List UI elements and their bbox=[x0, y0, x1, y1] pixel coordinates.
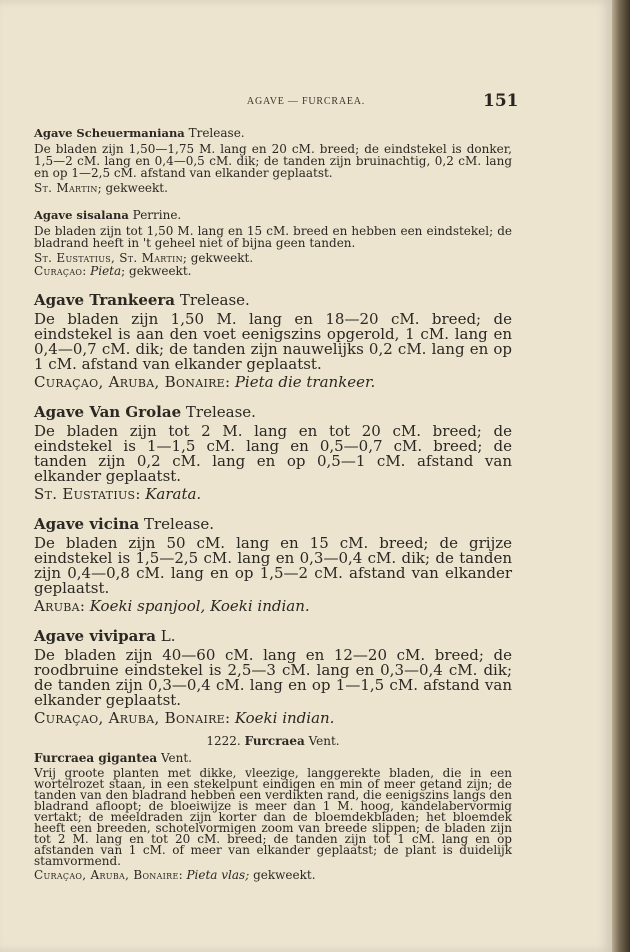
distribution-line: Curaçao, Aruba, Bonaire: Pieta vlas; gekweekt. bbox=[34, 868, 316, 882]
species-entry bbox=[34, 403, 512, 502]
species-description: De bladen zijn tot 2 M. lang en tot 20 cM. breed; de eindstekel is 1—1,5 cM. lang en 0,5—0,7 cM. breed; de tanden zijn 0,2 cM. lang en op 0,5—1 cM. afstand van elkander geplaatst. bbox=[34, 422, 512, 485]
species-entry bbox=[34, 627, 512, 726]
species-description: De bladen zijn 1,50—1,75 M. lang en 20 cM. breed; de eindstekel is donker, 1,5—2 cM. lang en 0,4—0,5 cM. dik; de tanden zijn bruinachtig, 0,2 cM. lang en op 1—2,5 cM. afstand van elkander geplaatst. bbox=[34, 142, 512, 180]
species-entry bbox=[34, 291, 512, 390]
species-entry bbox=[34, 208, 512, 277]
species-name: Agave Scheuermaniana Trelease. bbox=[34, 126, 245, 140]
distribution-line: Aruba: Koeki spanjool, Koeki indian. bbox=[34, 597, 310, 615]
species-name: Agave sisalana Perrine. bbox=[34, 208, 182, 222]
species-name: Agave Van Grolae Trelease. bbox=[34, 403, 256, 421]
distribution-line: Curaçao: Pieta; gekweekt. bbox=[34, 264, 192, 278]
page-content bbox=[34, 126, 512, 897]
species-name: Agave vicina Trelease. bbox=[34, 515, 214, 533]
species-name: Furcraea gigantea Vent. bbox=[34, 751, 192, 765]
running-head: AGAVE — FURCRAEA. bbox=[246, 96, 366, 107]
species-description: De bladen zijn tot 1,50 M. lang en 15 cM. breed en hebben een eindstekel; de bladrand heeft in 't geheel niet of bijna geen tanden. bbox=[34, 224, 512, 250]
species-description: De bladen zijn 1,50 M. lang en 18—20 cM. breed; de eindstekel is aan den voet eenigszins opgerold, 1 cM. lang en 0,4—0,7 cM. dik; de tanden zijn nauwelijks 0,2 cM. lang en op 1 cM. afstand van elkander geplaatst. bbox=[34, 310, 512, 373]
species-entry bbox=[34, 751, 512, 881]
species-name: Agave vivipara L. bbox=[34, 627, 176, 645]
distribution-line: Curaçao, Aruba, Bonaire: Koeki indian. bbox=[34, 709, 335, 727]
distribution-line: St. Eustatius, St. Martin; gekweekt. bbox=[34, 251, 254, 265]
species-entry bbox=[34, 515, 512, 614]
page-number: 151 bbox=[483, 91, 519, 111]
species-description: De bladen zijn 40—60 cM. lang en 12—20 cM. breed; de roodbruine eindstekel is 2,5—3 cM. lang en 0,3—0,4 cM. dik; de tanden zijn 0,3—0,4 cM. lang en op 1—1,5 cM. afstand van elkander geplaatst. bbox=[34, 646, 512, 709]
species-name: Agave Trankeera Trelease. bbox=[34, 291, 250, 309]
genus-section-heading: 1222. Furcraea Vent. bbox=[206, 734, 340, 748]
species-description: Vrij groote planten met dikke, vleezige, langgerekte bladen, die in een wortelrozet staan, in een stekelpunt eindigen en min of meer getand zijn; de tanden van den bladrand hebben een verdikten rand, die eenigszins langs den bladrand afloopt; de bloeiwijze is meer dan 1 M. hoog, kandelabervormig vertakt; de meeldraden zijn korter dan de bloemdekbladen; het bloemdek heeft een breeden, schotelvormigen zoom van breede slippen; de bladen zijn tot 2 M. lang en tot 20 cM. breed; de tanden zijn tot 1 cM. lang en op afstanden van 1 cM. of meer van elkander geplaatst; de plant is duidelijk stamvormend. bbox=[34, 766, 512, 868]
book-spine-edge bbox=[612, 0, 630, 952]
distribution-line: St. Martin; gekweekt. bbox=[34, 181, 168, 195]
species-description: De bladen zijn 50 cM. lang en 15 cM. breed; de grijze eindstekel is 1,5—2,5 cM. lang en 0,3—0,4 cM. dik; de tanden zijn 0,4—0,8 cM. lang en op 1,5—2 cM. afstand van elkander geplaatst. bbox=[34, 534, 512, 597]
species-entry bbox=[34, 126, 512, 194]
distribution-line: Curaçao, Aruba, Bonaire: Pieta die trankeer. bbox=[34, 373, 376, 391]
distribution-line: St. Eustatius: Karata. bbox=[34, 485, 202, 503]
